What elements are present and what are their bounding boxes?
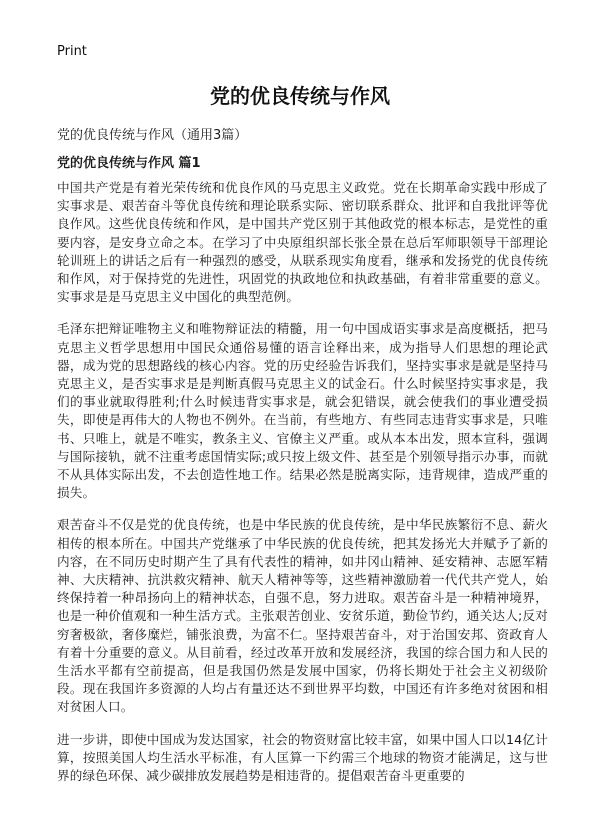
page-title: 党的优良传统与作风 [210, 84, 390, 108]
paragraph-3: 艰苦奋斗不仅是党的优良传统，也是中华民族的优良传统，是中华民族繁衍不息、薪火相传的根本所在。中国共产党继承了中华民族的优良传统，把其发扬光大并赋予了新的内容，在不同历史时期产生了具有代表性的精神，如井冈山精神、延安精神、志愿军精神、大庆精神、抗洪救灾精神、航天人精神等等，这些精神激励着一代代共产党人，始终保持着一种昂扬向上的精神状态，自强不息，努力进取。艰苦奋斗是一种精神境界，也是一种价值观和一种生活方式。主张艰苦创业、安贫乐道，勤俭节约，通关达人;反对穷奢极欲，奢侈糜烂，铺张浪费，为富不仁。坚持艰苦奋斗，对于治国安邦、资政育人有着十分重要的意义。从目前看，经过改革开放和发展经济，我国的综合国力和人民的生活水平都有空前提高，但是我国仍然是发展中国家，仍将长期处于社会主义初级阶段。现在我国许多资源的人均占有量还达不到世界平均数，中国还有许多绝对贫困和相对贫困人口。 [57, 517, 548, 715]
paragraph-2: 毛泽东把辩证唯物主义和唯物辩证法的精髓，用一句中国成语实事求是高度概括，把马克思主义哲学思想用中国民众通俗易懂的语言诠释出来，成为指导人们思想的理论武器，成为党的思想路线的核心内容。党的历史经验告诉我们，坚持实事求是就是坚持马克思主义，是否实事求是是判断真假马克思主义的试金石。什么时候坚持实事求是，我们的事业就取得胜利;什么时候违背实事求是，就会犯错误，就会使我们的事业遭受损失，即使是再伟大的人物也不例外。在当前，有些地方、有些同志违背实事求是，只唯书、只唯上，就是不唯实，教条主义、官僚主义严重。或从本本出发，照本宣科，强调与国际接轨，就不注重考虑国情实际;或只按上级文件、甚至是个别领导指示办事，而就不从具体实际出发，不去创造性地工作。结果必然是脱离实际，违背规律，造成严重的损失。 [57, 321, 548, 501]
paragraph-1: 中国共产党是有着光荣传统和优良作风的马克思主义政党。党在长期革命实践中形成了实事求是、艰苦奋斗等优良传统和理论联系实际、密切联系群众、批评和自我批评等优良作风。这些优良传统和作风，是中国共产党区别于其他政党的根本标志，是党性的重要内容，是安身立命之本。在学习了中央原组织部长张全景在总后军师职领导干部理论轮训班上的讲话之后有一种强烈的感受，从联系现实角度看，继承和发扬党的优良传统和作风，对于保持党的先进性，巩固党的执政地位和执政基础，有着非常重要的意义。实事求是是马克思主义中国化的典型范例。 [57, 180, 548, 305]
document-subtitle: 党的优良传统与作风（通用3篇） [57, 128, 248, 143]
article-body [57, 179, 548, 799]
print-link[interactable]: Print [57, 44, 87, 59]
section-heading: 党的优良传统与作风 篇1 [57, 156, 201, 171]
paragraph-4: 进一步讲，即使中国成为发达国家，社会的物资财富比较丰富，如果中国人口以14亿计算，按照美国人均生活水平标准，有人匡算一下约需三个地球的物资才能满足，这与世界的绿色环保、减少碳排放发展趋势是相违背的。提倡艰苦奋斗更重要的 [57, 731, 548, 784]
